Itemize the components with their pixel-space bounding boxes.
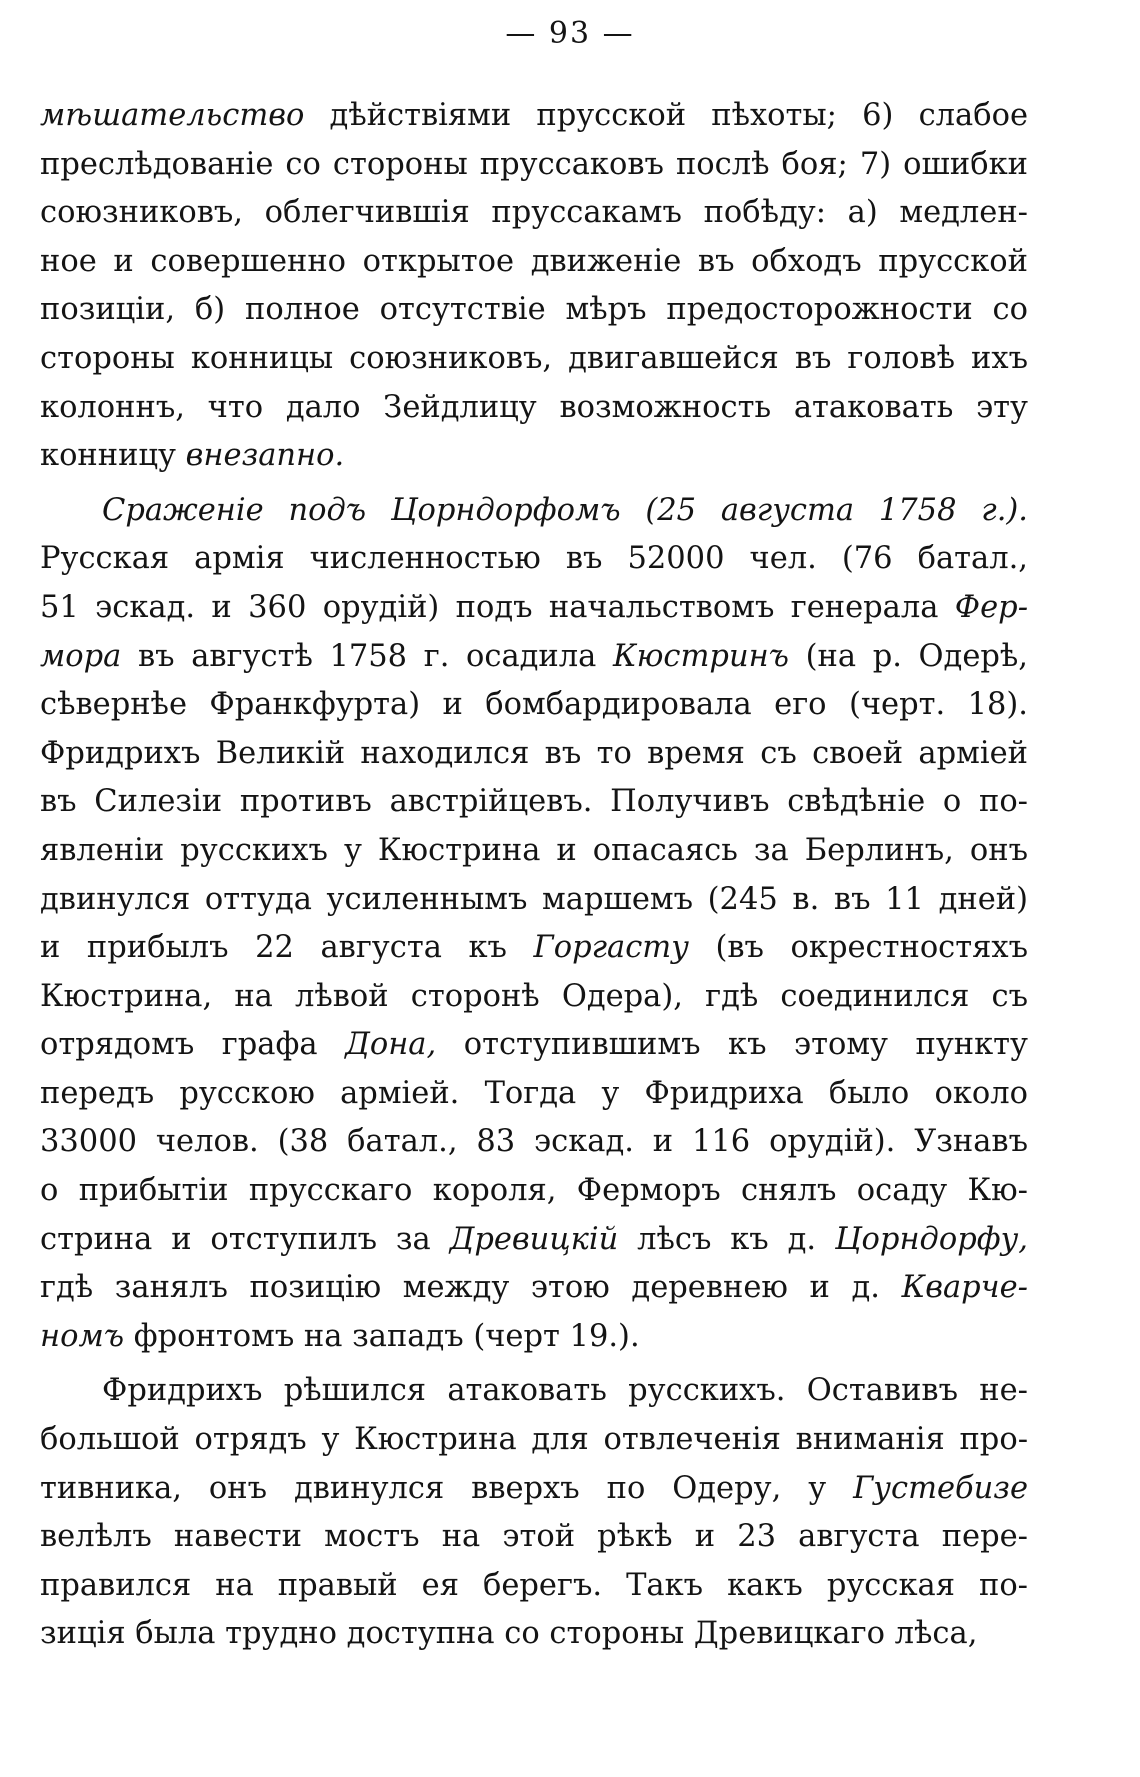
text-segment: 51 эскад. и 360 орудій) подъ начальствомъ генерала bbox=[40, 589, 955, 625]
text-line bbox=[40, 1118, 1028, 1167]
italic-text: Древицкій bbox=[449, 1221, 619, 1257]
italic-text: Цорндорфу, bbox=[834, 1221, 1028, 1257]
body-text bbox=[40, 92, 1028, 1659]
text-line bbox=[40, 1367, 1028, 1416]
text-line bbox=[40, 1070, 1028, 1119]
text-line bbox=[40, 335, 1028, 384]
italic-text: Густебизе bbox=[853, 1470, 1028, 1506]
paragraph-3 bbox=[40, 1361, 1028, 1659]
text-segment: союзниковъ, облегчившія пруссакамъ побѣду: а) медлен- bbox=[40, 195, 1028, 231]
text-line bbox=[40, 238, 1028, 287]
text-segment: 33000 челов. (38 батал., 83 эскад. и 116 орудій). Узнавъ bbox=[40, 1124, 1028, 1160]
text-segment: велѣлъ навести мостъ на этой рѣкѣ и 23 августа пере- bbox=[40, 1519, 1028, 1555]
text-line bbox=[40, 778, 1028, 827]
text-segment: о прибытіи прусскаго короля, Ферморъ снялъ осаду Кю- bbox=[40, 1173, 1028, 1209]
text-line bbox=[40, 1416, 1028, 1465]
text-segment: передъ русскою арміей. Тогда у Фридриха было около bbox=[40, 1075, 1028, 1111]
italic-text: Дона, bbox=[345, 1027, 437, 1063]
text-segment: позиціи, б) полное отсутствіе мѣръ предосторожности со bbox=[40, 292, 1028, 328]
text-line bbox=[40, 487, 1028, 536]
italic-text: Горгасту bbox=[533, 930, 689, 966]
text-line bbox=[40, 681, 1028, 730]
italic-text: Кварче- bbox=[901, 1270, 1028, 1306]
text-segment: въ Силезіи противъ австрійцевъ. Получивъ свѣдѣніе о по- bbox=[40, 784, 1028, 820]
text-line bbox=[40, 633, 1028, 682]
page-number: — 93 — bbox=[505, 16, 635, 51]
italic-text: мѣшательство bbox=[40, 98, 305, 133]
text-segment: лѣсъ къ д. bbox=[618, 1221, 835, 1257]
text-line bbox=[40, 92, 1028, 141]
text-segment: сѣвернѣе Франкфурта) и бомбардировала его (черт. 18). bbox=[40, 687, 1028, 723]
text-line bbox=[40, 1216, 1028, 1265]
text-line bbox=[40, 535, 1028, 584]
paragraph-2 bbox=[40, 481, 1028, 1362]
text-line bbox=[40, 730, 1028, 779]
text-line bbox=[40, 973, 1028, 1022]
paragraph-1 bbox=[40, 92, 1028, 481]
text-segment: дѣйствіями прусской пѣхоты; 6) слабое bbox=[304, 98, 1028, 133]
text-line bbox=[40, 1513, 1028, 1562]
text-line bbox=[40, 1562, 1028, 1611]
text-line bbox=[40, 876, 1028, 925]
text-segment: тивника, онъ двинулся вверхъ по Одеру, у bbox=[40, 1470, 854, 1506]
text-line bbox=[40, 1021, 1028, 1070]
text-line bbox=[40, 286, 1028, 335]
italic-text: Кюстринъ bbox=[612, 638, 790, 674]
text-segment: (на р. Одерѣ, bbox=[789, 638, 1028, 674]
text-line bbox=[40, 432, 1028, 481]
text-segment: ное и совершенно открытое движеніе въ обходъ прусской bbox=[40, 243, 1028, 279]
text-segment: правился на правый ея берегъ. Такъ какъ русская по- bbox=[40, 1567, 1028, 1603]
text-segment: зиція была трудно доступна со стороны Древицкаго лѣса, bbox=[40, 1616, 978, 1652]
text-segment: Фридрихъ Великій находился въ то время съ своей арміей bbox=[40, 735, 1028, 771]
text-line bbox=[40, 141, 1028, 190]
text-segment: и прибылъ 22 августа къ bbox=[40, 930, 534, 966]
text-line bbox=[40, 827, 1028, 876]
text-segment: Кюстрина, на лѣвой сторонѣ Одера), гдѣ соединился съ bbox=[40, 978, 1028, 1014]
text-segment: въ августѣ 1758 г. осадила bbox=[121, 638, 613, 674]
text-segment: (въ окрестностяхъ bbox=[688, 930, 1028, 966]
text-line bbox=[40, 1167, 1028, 1216]
text-segment: явленіи русскихъ у Кюстрина и опасаясь за Берлинъ, онъ bbox=[40, 832, 1028, 868]
text-line bbox=[40, 189, 1028, 238]
text-segment: преслѣдованіе со стороны пруссаковъ послѣ боя; 7) ошибки bbox=[40, 146, 1028, 182]
text-segment: стрина и отступилъ за bbox=[40, 1221, 450, 1257]
italic-text: внезапно. bbox=[185, 438, 345, 474]
text-segment: Русская армія численностью въ 52000 чел. (76 батал., bbox=[40, 541, 1028, 577]
text-segment: Фридрихъ рѣшился атаковать русскихъ. Оставивъ не- bbox=[102, 1373, 1028, 1409]
text-segment: фронтомъ на западъ (черт 19.). bbox=[124, 1318, 640, 1354]
text-segment: отступившимъ къ этому пункту bbox=[436, 1027, 1028, 1063]
text-segment: отрядомъ графа bbox=[40, 1027, 346, 1063]
text-segment: большой отрядъ у Кюстрина для отвлеченія вниманія про- bbox=[40, 1422, 1028, 1458]
text-line bbox=[40, 1465, 1028, 1514]
text-line bbox=[40, 384, 1028, 433]
text-segment: стороны конницы союзниковъ, двигавшейся въ головѣ ихъ bbox=[40, 340, 1028, 376]
italic-text: мора bbox=[40, 638, 122, 674]
text-line bbox=[40, 1610, 1028, 1659]
text-line bbox=[40, 1264, 1028, 1313]
italic-text: номъ bbox=[40, 1318, 125, 1354]
text-line bbox=[40, 924, 1028, 973]
italic-text: Сраженіе подъ Цорндорфомъ (25 августа 1758 г.). bbox=[102, 492, 1028, 528]
text-segment: двинулся оттуда усиленнымъ маршемъ (245 в. въ 11 дней) bbox=[40, 881, 1028, 917]
text-segment: колоннъ, что дало Зейдлицу возможность атаковать эту bbox=[40, 389, 1028, 425]
text-line bbox=[40, 584, 1028, 633]
italic-text: Фер- bbox=[954, 589, 1028, 625]
text-line bbox=[40, 1313, 1028, 1362]
text-segment: конницу bbox=[40, 438, 186, 474]
text-segment: гдѣ занялъ позицію между этою деревнею и д. bbox=[40, 1270, 902, 1306]
